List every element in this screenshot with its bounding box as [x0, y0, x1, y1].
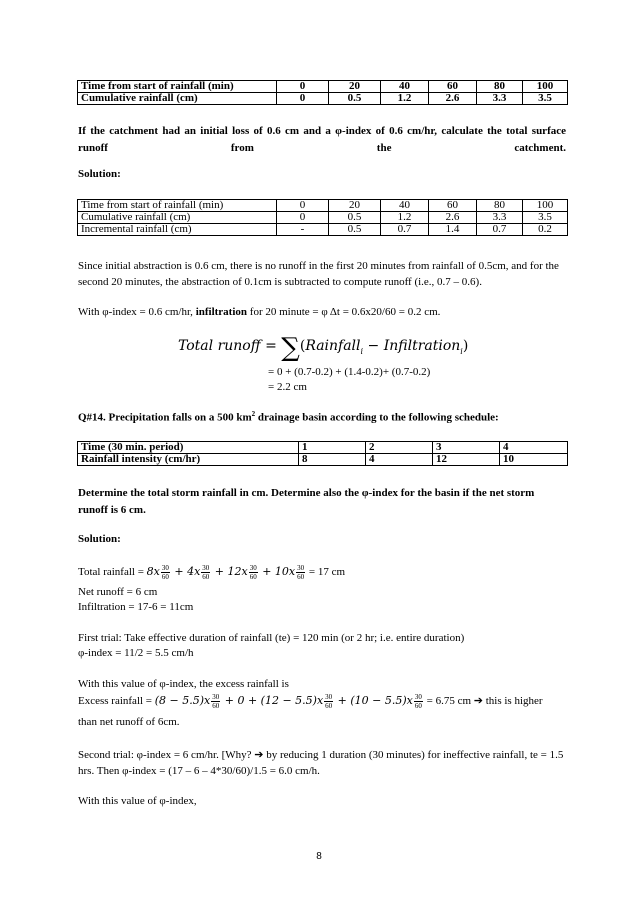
- first-trial-line: First trial: Take effective duration of rainfall (te) = 120 min (or 2 hr; i.e. entire duration): [78, 632, 465, 644]
- table-cell: 0.2: [523, 224, 568, 236]
- fraction-numerator: 30: [249, 563, 257, 572]
- table-cell: 2: [366, 442, 433, 454]
- rainfall-table-1: [77, 80, 568, 105]
- solution-label: Solution: [78, 168, 118, 180]
- subscript-i: i: [460, 346, 463, 356]
- table-cell: Time from start of rainfall (min): [78, 200, 277, 212]
- fraction-denominator: 60: [297, 572, 305, 581]
- table-cell: 3.3: [477, 212, 523, 224]
- table-cell: 1.2: [381, 212, 429, 224]
- question-text-1: If the catchment had an initial loss of 0.6 cm and a φ-index of 0.6 cm/hr, calculate the total surface runoff from the catchment.: [78, 125, 566, 154]
- fraction: [414, 693, 423, 710]
- phi-text-before: With φ-index = 0.6 cm/hr,: [78, 306, 196, 318]
- table-cell: 40: [381, 200, 429, 212]
- table-cell: 0: [277, 81, 329, 93]
- table-cell: 3: [433, 442, 500, 454]
- table-cell: 0.5: [329, 224, 381, 236]
- second-trial-paragraph: Second trial: φ-index = 6 cm/hr. [Why? ➔ by reducing 1 duration (30 minutes) for ineffective rainfall, te = 1.5 hrs. Then φ-index = (17 – 6 – 4*30/60)/1.5 = 6.0 cm/h.: [78, 749, 564, 777]
- fraction-denominator: 60: [249, 572, 257, 581]
- table-cell: 20: [329, 200, 381, 212]
- q14-sup: 2: [251, 410, 256, 418]
- last-line: With this value of φ-index,: [78, 795, 197, 807]
- table-cell: 1.2: [381, 93, 429, 105]
- fraction-numerator: 30: [212, 692, 220, 701]
- excess-term-1: (8 − 5.5)x: [154, 694, 211, 707]
- excess-rainfall-line: [78, 691, 566, 711]
- table-cell: Cumulative rainfall (cm): [78, 212, 277, 224]
- fraction-denominator: 60: [414, 701, 422, 710]
- table-cell: 100: [523, 81, 568, 93]
- phi-text-bold: infiltration: [195, 306, 248, 318]
- total-rainfall-line: [78, 562, 566, 582]
- solution-label: Solution: [78, 533, 118, 545]
- infiltration-line: Infiltration = 17-6 = 11cm: [78, 601, 194, 613]
- fraction: [201, 564, 210, 581]
- table-row: [78, 200, 568, 212]
- term-2: + 4x: [170, 565, 201, 578]
- q14-heading: [78, 410, 566, 425]
- table-cell: 0: [277, 212, 329, 224]
- fraction-numerator: 30: [297, 563, 305, 572]
- table-cell: 1.4: [429, 224, 477, 236]
- excess-term-2: + 0 + (12 − 5.5)x: [221, 694, 324, 707]
- table-cell: 10: [500, 454, 568, 466]
- table-cell: Time from start of rainfall (min): [78, 81, 277, 93]
- abstraction-paragraph: Since initial abstraction is 0.6 cm, there is no runoff in the first 20 minutes from rainfall of 0.5cm, and for the second 20 minutes, the abstraction of 0.1cm is subtracted to compute runoff (i.e., 0.7 – 0.6).: [78, 260, 559, 288]
- term-1: 8x: [146, 565, 160, 578]
- table-cell: 100: [523, 200, 568, 212]
- table-cell: 0: [277, 93, 329, 105]
- q14-after: drainage basin according to the following schedule:: [255, 411, 499, 424]
- table-cell: Cumulative rainfall (cm): [78, 93, 277, 105]
- table-cell: Rainfall intensity (cm/hr): [78, 454, 299, 466]
- table-cell: 1: [299, 442, 366, 454]
- fraction: [161, 564, 170, 581]
- solution-heading-2: Solution:: [78, 533, 121, 545]
- table-cell: 3.5: [523, 212, 568, 224]
- rainfall-table-2: [77, 199, 568, 236]
- table-cell: 0.7: [381, 224, 429, 236]
- term-4: + 10x: [258, 565, 296, 578]
- table-row: [78, 454, 568, 466]
- summation-symbol: ∑: [281, 333, 300, 363]
- table-cell: 4: [366, 454, 433, 466]
- table-cell: 0: [277, 200, 329, 212]
- fraction-numerator: 30: [414, 692, 422, 701]
- phi-text-after: for 20 minute = φ Δt = 0.6x20/60 = 0.2 cm.: [247, 306, 441, 318]
- table-cell: 80: [477, 200, 523, 212]
- phi-first-line: φ-index = 11/2 = 5.5 cm/h: [78, 647, 194, 659]
- net-runoff-line: Net runoff = 6 cm: [78, 586, 158, 598]
- fraction-denominator: 60: [212, 701, 220, 710]
- fraction: [249, 564, 258, 581]
- excess-label: Excess rainfall =: [78, 695, 155, 707]
- page-number: 8: [316, 851, 322, 862]
- runoff-formula: Total runoff = ∑(Rainfall$_i$ − Infiltration$_i$): [178, 333, 469, 363]
- total-rainfall-label: Total rainfall =: [78, 566, 147, 578]
- table-cell: 60: [429, 200, 477, 212]
- table-cell: 3.5: [523, 93, 568, 105]
- subscript-i: i: [360, 346, 364, 356]
- runoff-lhs: Total runoff =: [178, 338, 277, 354]
- total-rainfall-result: = 17 cm: [306, 566, 346, 578]
- table-cell: 4: [500, 442, 568, 454]
- table-cell: 40: [381, 81, 429, 93]
- fraction-denominator: 60: [325, 701, 333, 710]
- table-cell: 0.5: [329, 212, 381, 224]
- infiltration-term: Infiltration: [383, 338, 461, 354]
- fraction-denominator: 60: [161, 572, 169, 581]
- table-cell: 2.6: [429, 212, 477, 224]
- table-cell: Incremental rainfall (cm): [78, 224, 277, 236]
- fraction: [296, 564, 305, 581]
- table-cell: 60: [429, 81, 477, 93]
- excess-term-3: + (10 − 5.5)x: [334, 694, 413, 707]
- runoff-line-3: = 2.2 cm: [268, 381, 307, 393]
- excess-intro-line: With this value of φ-index, the excess rainfall is: [78, 678, 289, 690]
- table-cell: 0.5: [329, 93, 381, 105]
- table-row: [78, 224, 568, 236]
- table-row: [78, 212, 568, 224]
- solution-heading-1: Solution:: [78, 168, 121, 180]
- fraction: [324, 693, 333, 710]
- rainfall-term: Rainfall: [305, 338, 361, 354]
- phi-infiltration-line: [78, 306, 566, 320]
- table-cell: Time (30 min. period): [78, 442, 299, 454]
- runoff-line-2: = 0 + (0.7-0.2) + (1.4-0.2)+ (0.7-0.2): [268, 366, 431, 378]
- fraction-numerator: 30: [325, 692, 333, 701]
- table-cell: 8: [299, 454, 366, 466]
- table-cell: -: [277, 224, 329, 236]
- table-cell: 2.6: [429, 93, 477, 105]
- fraction-numerator: 30: [202, 563, 210, 572]
- table-cell: 3.3: [477, 93, 523, 105]
- term-3: + 12x: [211, 565, 248, 578]
- question-text-2: Determine the total storm rainfall in cm. Determine also the φ-index for the basin if the net storm runoff is 6 cm.: [78, 487, 535, 516]
- minus-sign: −: [367, 338, 380, 354]
- fraction-numerator: 30: [161, 563, 169, 572]
- table-cell: 0.7: [477, 224, 523, 236]
- table-cell: 12: [433, 454, 500, 466]
- table-cell: 20: [329, 81, 381, 93]
- table-row: [78, 93, 568, 105]
- table-row: [78, 81, 568, 93]
- fraction-denominator: 60: [202, 572, 210, 581]
- table-cell: 80: [477, 81, 523, 93]
- excess-continuation: than net runoff of 6cm.: [78, 716, 180, 728]
- rainfall-intensity-table: [77, 441, 568, 466]
- table-row: [78, 442, 568, 454]
- q14-text: Q#14. Precipitation falls on a 500 km: [78, 411, 252, 424]
- fraction: [211, 693, 220, 710]
- excess-result: = 6.75 cm ➔ this is higher: [423, 695, 543, 707]
